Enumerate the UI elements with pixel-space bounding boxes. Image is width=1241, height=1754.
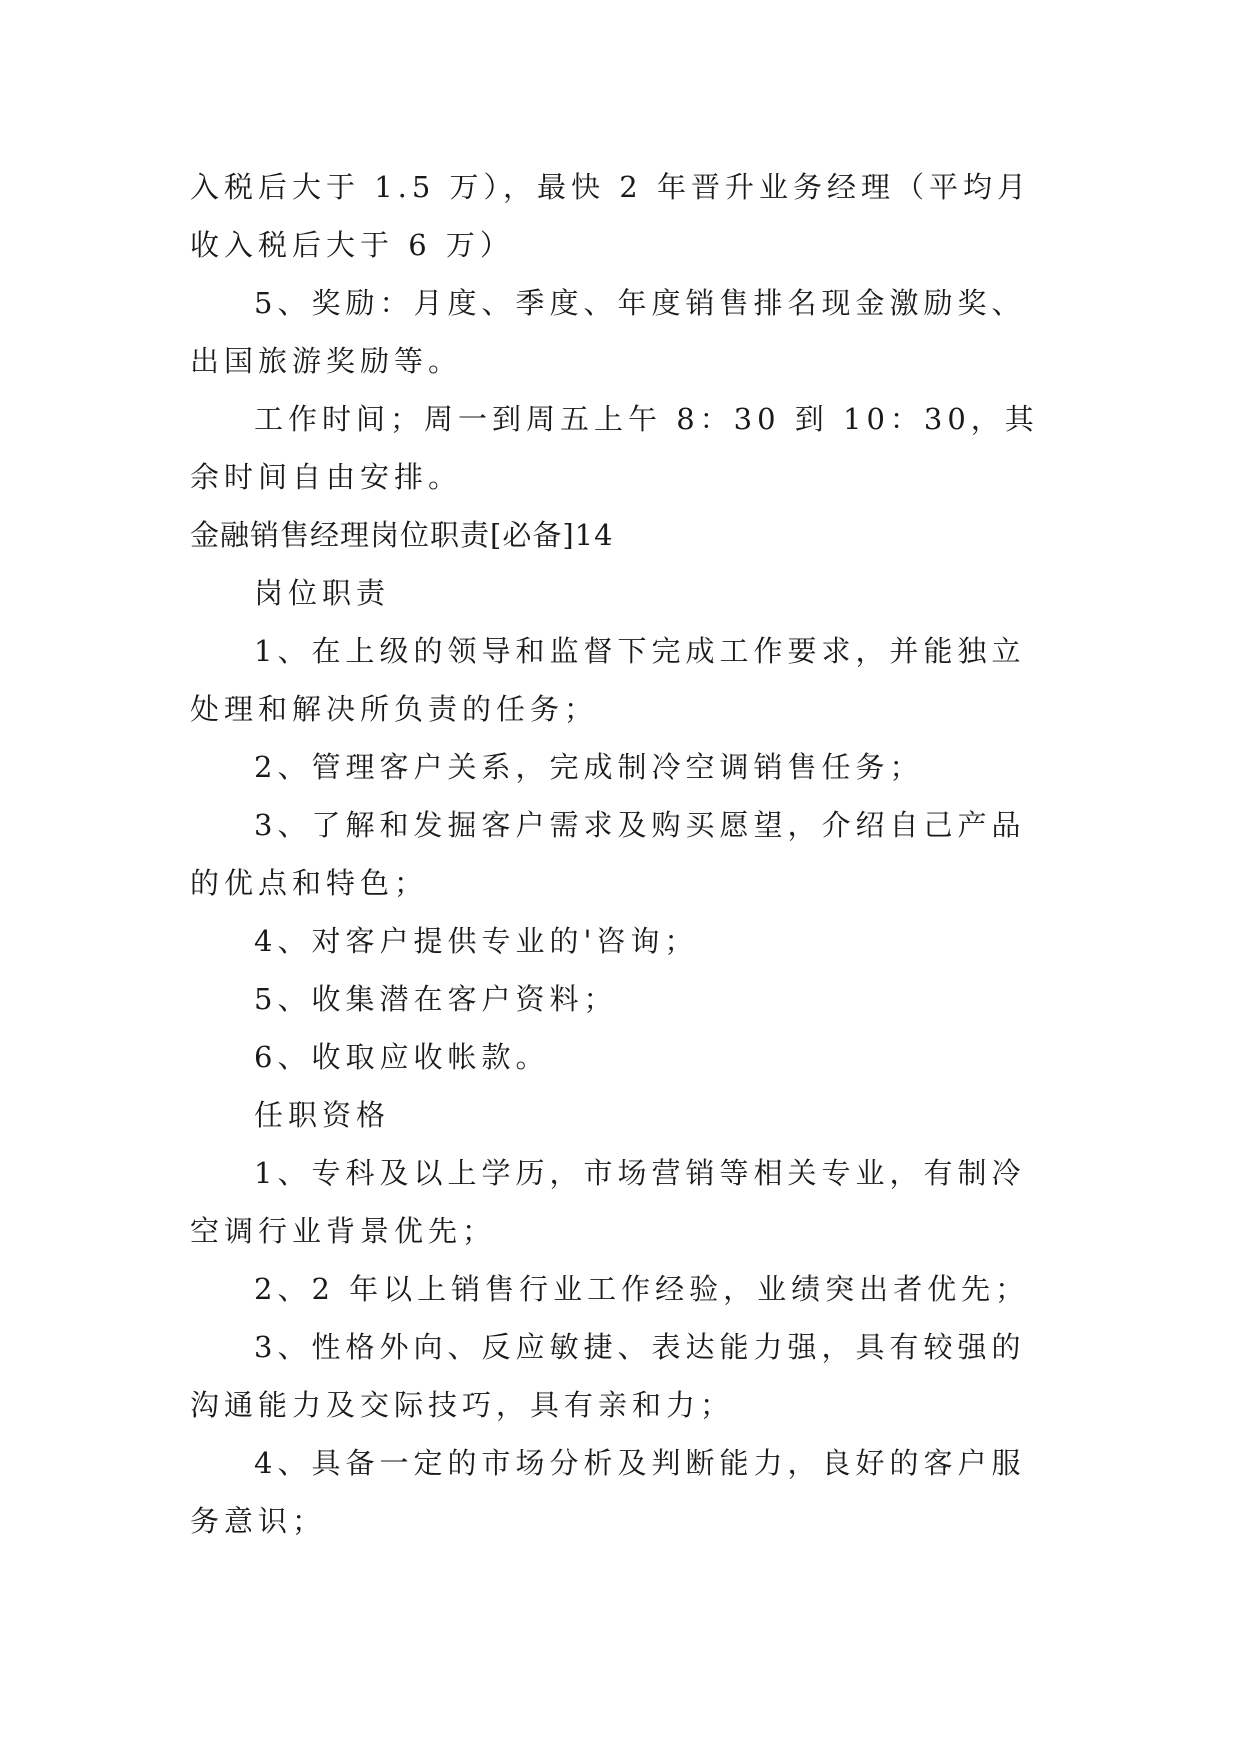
paragraph-salary-continued: 入税后大于 1.5 万），最快 2 年晋升业务经理（平均月收入税后大于 6 万） xyxy=(190,170,1031,262)
list-item: 5、收集潜在客户资料； xyxy=(254,982,618,1016)
list-item: 2、2 年以上销售行业工作经验，业绩突出者优先； xyxy=(254,1272,1030,1306)
list-item: 1、在上级的领导和监督下完成工作要求，并能独立处理和解决所负责的任务； xyxy=(190,634,1026,726)
paragraph-work-hours: 工作时间；周一到周五上午 8：30 到 10：30，其余时间自由安排。 xyxy=(190,402,1039,494)
document-body xyxy=(190,158,1050,1550)
paragraph-rewards: 5、奖励：月度、季度、年度销售排名现金激励奖、出国旅游奖励等。 xyxy=(190,286,1026,378)
list-item: 4、对客户提供专业的'咨询； xyxy=(254,924,699,958)
subheading-responsibilities: 岗位职责 xyxy=(254,576,391,610)
list-item: 6、收取应收帐款。 xyxy=(254,1040,550,1074)
list-item: 3、性格外向、反应敏捷、表达能力强，具有较强的沟通能力及交际技巧，具有亲和力； xyxy=(190,1330,1026,1422)
list-item: 2、管理客户关系，完成制冷空调销售任务； xyxy=(254,750,924,784)
list-item: 1、专科及以上学历，市场营销等相关专业，有制冷空调行业背景优先； xyxy=(190,1156,1026,1248)
section-title: 金融销售经理岗位职责[必备]14 xyxy=(190,518,614,552)
list-item: 3、了解和发掘客户需求及购买愿望，介绍自己产品的优点和特色； xyxy=(190,808,1026,900)
list-item: 4、具备一定的市场分析及判断能力，良好的客户服务意识； xyxy=(190,1446,1026,1538)
subheading-qualifications: 任职资格 xyxy=(254,1098,391,1132)
